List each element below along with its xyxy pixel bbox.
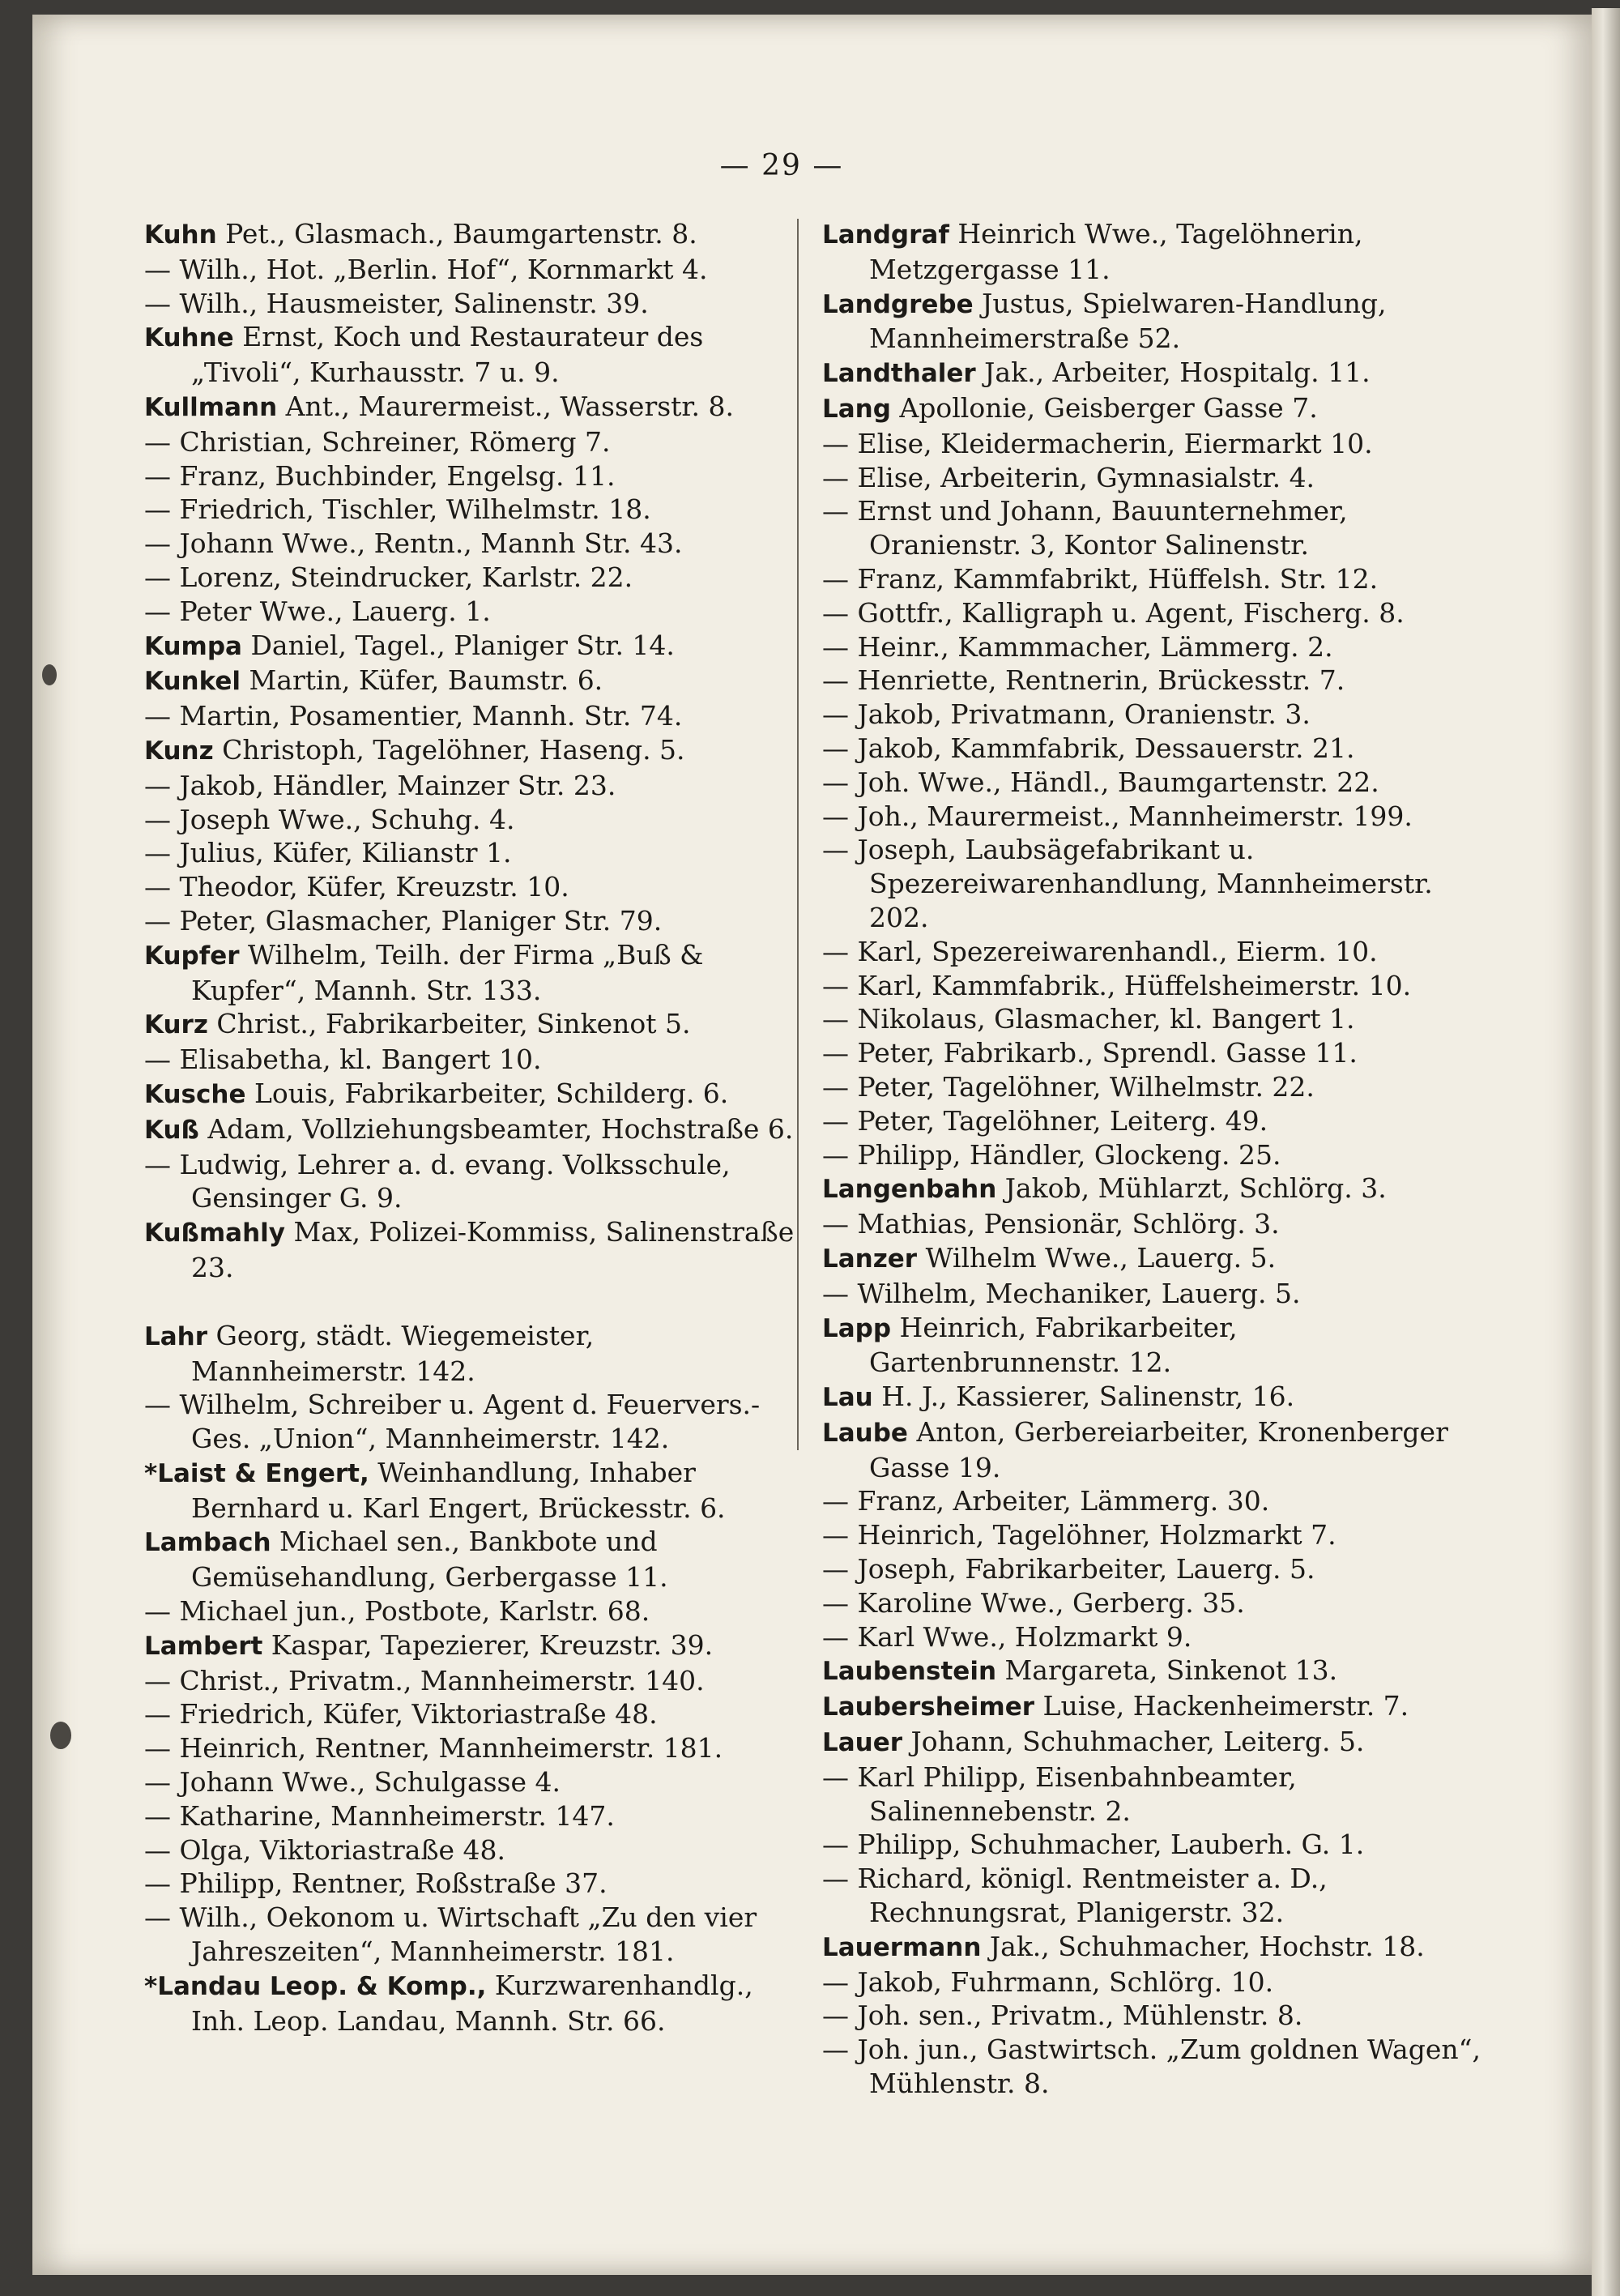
directory-entry: [144, 527, 799, 561]
entry-text: — Heinr., Kammmacher, Lämmerg. 2.: [822, 630, 1333, 663]
directory-entry: [822, 969, 1482, 1003]
entry-surname: Lambach: [144, 1528, 271, 1558]
directory-entry: [144, 1043, 799, 1077]
entry-text: Anton, Gerbereiarbeiter, Kronenberger Gasse 19.: [869, 1415, 1448, 1483]
entry-surname: Kumpa: [144, 631, 242, 661]
entry-text: — Christian, Schreiner, Römerg 7.: [144, 425, 611, 458]
entry-text: Ernst, Koch und Restaurateur des „Tivoli“, Kurhausstr. 7 u. 9.: [191, 321, 704, 389]
entry-text: — Karl, Spezereiwarenhandl., Eierm. 10.: [822, 935, 1378, 967]
directory-entry: [144, 1594, 799, 1628]
entry-text: — Elisabetha, kl. Bangert 10.: [144, 1043, 542, 1076]
directory-entry: [822, 1552, 1482, 1586]
directory-entry: [822, 1760, 1482, 1829]
directory-entry: [144, 1148, 799, 1216]
entry-text: — Peter Wwe., Lauerg. 1.: [144, 595, 491, 627]
entry-surname: *Landau Leop. & Komp.,: [144, 1971, 487, 2001]
directory-entry: [822, 494, 1482, 562]
entry-text: — Friedrich, Tischler, Wilhelmstr. 18.: [144, 493, 651, 526]
entry-text: Michael sen., Bankbote und Gemüsehandlung, Gerbergasse 11.: [191, 1526, 668, 1594]
directory-entry: [822, 732, 1482, 766]
directory-entry: [144, 1697, 799, 1731]
directory-entry: [144, 733, 799, 769]
directory-entry: [822, 217, 1482, 287]
directory-entry: [144, 1525, 799, 1594]
entry-text: — Peter, Tagelöhner, Wilhelmstr. 22.: [822, 1070, 1315, 1103]
entry-text: — Karl, Kammfabrik., Hüffelsheimerstr. 10.: [822, 969, 1412, 1001]
directory-entry: [144, 1969, 799, 2038]
entry-surname: Lapp: [822, 1313, 892, 1343]
directory-entry: [144, 253, 799, 287]
entry-surname: Lahr: [144, 1321, 208, 1351]
entry-surname: Lauer: [822, 1728, 903, 1758]
entry-text: H. J., Kassierer, Salinenstr, 16.: [872, 1381, 1295, 1413]
directory-entry: [822, 1586, 1482, 1620]
directory-entry: [144, 1799, 799, 1833]
entry-surname: Laubenstein: [822, 1657, 997, 1687]
directory-entry: [822, 1689, 1482, 1725]
directory-entry: [822, 1930, 1482, 1965]
entry-text: — Richard, königl. Rentmeister a. D., Rechnungsrat, Planigerstr. 32.: [822, 1863, 1328, 1929]
directory-entry: [144, 1664, 799, 1698]
entry-surname: Kupfer: [144, 941, 240, 971]
entry-text: — Karl Wwe., Holzmarkt 9.: [822, 1620, 1192, 1653]
entry-text: — Martin, Posamentier, Mannh. Str. 74.: [144, 700, 683, 732]
entry-text: Christoph, Tagelöhner, Haseng. 5.: [213, 733, 685, 766]
directory-entry: [144, 1215, 799, 1285]
entry-text: — Ludwig, Lehrer a. d. evang. Volksschule, Gensinger G. 9.: [144, 1148, 731, 1214]
binding-hole-mark: [42, 664, 57, 685]
entry-text: — Nikolaus, Glasmacher, kl. Bangert 1.: [822, 1003, 1355, 1035]
right-column: [822, 217, 1482, 2101]
entry-text: — Katharine, Mannheimerstr. 147.: [144, 1799, 615, 1832]
entry-text: Max, Polizei-Kommiss, Salinenstraße 23.: [191, 1216, 795, 1283]
entry-surname: Lauermann: [822, 1932, 982, 1962]
directory-entry: [822, 1620, 1482, 1654]
entry-text: — Jakob, Fuhrmann, Schlörg. 10.: [822, 1965, 1274, 1998]
directory-entry: [144, 664, 799, 699]
directory-entry: [144, 699, 799, 733]
entry-text: Kurzwarenhandlg., Inh. Leop. Landau, Mannh. Str. 66.: [191, 1969, 753, 2037]
entry-text: — Theodor, Küfer, Kreuzstr. 10.: [144, 871, 569, 903]
directory-entry: [822, 1002, 1482, 1036]
entry-text: — Franz, Buchbinder, Engelsg. 11.: [144, 459, 616, 492]
directory-entry: [822, 1415, 1482, 1485]
entry-surname: Kußmahly: [144, 1218, 285, 1248]
directory-entry: [822, 1207, 1482, 1241]
entry-text: — Joh. jun., Gastwirtsch. „Zum goldnen Wagen“, Mühlenstr. 8.: [822, 2034, 1481, 2100]
entry-text: — Friedrich, Küfer, Viktoriastraße 48.: [144, 1698, 658, 1731]
entry-surname: Laubersheimer: [822, 1692, 1035, 1722]
directory-entry: [144, 1388, 799, 1456]
entry-text: — Heinrich, Tagelöhner, Holzmarkt 7.: [822, 1519, 1336, 1551]
entry-text: — Jakob, Privatmann, Oranienstr. 3.: [822, 698, 1311, 731]
entry-surname: Lang: [822, 394, 891, 424]
entry-text: — Philipp, Rentner, Roßstraße 37.: [144, 1867, 608, 1900]
entry-text: — Peter, Fabrikarb., Sprendl. Gasse 11.: [822, 1037, 1358, 1069]
directory-entry: [144, 870, 799, 904]
directory-entry: [822, 1138, 1482, 1172]
entry-surname: Landthaler: [822, 359, 976, 389]
directory-entry: [144, 1765, 799, 1799]
directory-entry: [144, 629, 799, 664]
directory-entry: [822, 356, 1482, 391]
directory-entry: [144, 390, 799, 425]
entry-text: — Franz, Kammfabrikt, Hüffelsh. Str. 12.: [822, 562, 1379, 595]
entry-text: — Mathias, Pensionär, Schlörg. 3.: [822, 1208, 1280, 1240]
entry-text: Luise, Hackenheimerstr. 7.: [1034, 1690, 1409, 1722]
entry-text: — Peter, Glasmacher, Planiger Str. 79.: [144, 904, 663, 937]
directory-entry: [144, 769, 799, 803]
entry-text: — Gottfr., Kalligraph u. Agent, Fischerg. 8.: [822, 596, 1405, 629]
entry-surname: Lambert: [144, 1631, 263, 1661]
entry-text: — Joh., Maurermeist., Mannheimerstr. 199.: [822, 800, 1413, 832]
entry-text: — Heinrich, Rentner, Mannheimerstr. 181.: [144, 1732, 723, 1765]
entry-text: — Christ., Privatm., Mannheimerstr. 140.: [144, 1664, 705, 1696]
directory-entry: [822, 1380, 1482, 1415]
directory-entry: [144, 459, 799, 493]
entry-text: — Karoline Wwe., Gerberg. 35.: [822, 1586, 1245, 1619]
entry-text: — Jakob, Kammfabrik, Dessauerstr. 21.: [822, 732, 1355, 764]
binding-hole-mark: [50, 1722, 71, 1749]
directory-entry: [822, 1241, 1482, 1277]
directory-entry: [822, 1171, 1482, 1207]
directory-entry: [822, 1965, 1482, 1999]
entry-surname: Lau: [822, 1383, 873, 1413]
entry-text: — Henriette, Rentnerin, Brückesstr. 7.: [822, 664, 1345, 697]
directory-entry: [822, 800, 1482, 834]
entry-text: Margareta, Sinkenot 13.: [996, 1654, 1338, 1687]
directory-entry: [822, 630, 1482, 664]
entry-text: — Olga, Viktoriastraße 48.: [144, 1833, 505, 1866]
entry-text: — Elise, Kleidermacherin, Eiermarkt 10.: [822, 427, 1373, 459]
entry-text: — Franz, Arbeiter, Lämmerg. 30.: [822, 1485, 1270, 1517]
entry-surname: *Laist & Engert,: [144, 1458, 369, 1488]
section-gap: [144, 1285, 799, 1319]
entry-surname: Langenbahn: [822, 1175, 997, 1205]
directory-entry: [822, 562, 1482, 596]
directory-entry: [822, 427, 1482, 461]
entry-text: — Philipp, Händler, Glockeng. 25.: [822, 1138, 1281, 1171]
directory-entry: [822, 1036, 1482, 1070]
directory-entry: [144, 938, 799, 1008]
directory-entry: [144, 493, 799, 527]
entry-text: Daniel, Tagel., Planiger Str. 14.: [241, 629, 675, 661]
directory-entry: [144, 595, 799, 629]
entry-text: Wilhelm, Teilh. der Firma „Buß & Kupfer“, Mannh. Str. 133.: [191, 938, 704, 1006]
entry-text: Wilhelm Wwe., Lauerg. 5.: [917, 1241, 1277, 1274]
entry-text: Jak., Arbeiter, Hospitalg. 11.: [975, 356, 1371, 389]
entry-text: Georg, städt. Wiegemeister, Mannheimerstr. 142.: [191, 1319, 595, 1387]
directory-entry: [144, 1901, 799, 1969]
directory-entry: [822, 1725, 1482, 1760]
directory-entry: [144, 836, 799, 870]
entry-text: Jakob, Mühlarzt, Schlörg. 3.: [996, 1172, 1387, 1205]
directory-entry: [822, 766, 1482, 800]
entry-text: Heinrich, Fabrikarbeiter, Gartenbrunnenstr. 12.: [869, 1311, 1238, 1379]
directory-entry: [822, 935, 1482, 969]
entry-text: — Joseph, Laubsägefabrikant u. Spezereiwarenhandlung, Mannheimerstr. 202.: [822, 834, 1433, 933]
directory-entry: [822, 1654, 1482, 1689]
entry-text: — Julius, Küfer, Kilianstr 1.: [144, 837, 512, 869]
directory-entry: [144, 320, 799, 390]
directory-entry: [822, 664, 1482, 698]
entry-surname: Kuhne: [144, 323, 234, 353]
entry-text: Louis, Fabrikarbeiter, Schilderg. 6.: [245, 1077, 729, 1109]
directory-entry: [822, 2033, 1482, 2101]
entry-surname: Kuß: [144, 1115, 199, 1145]
directory-entry: [822, 1999, 1482, 2033]
entry-text: Jak., Schuhmacher, Hochstr. 18.: [981, 1930, 1425, 1962]
directory-entry: [822, 461, 1482, 495]
directory-entry: [144, 425, 799, 459]
entry-text: Justus, Spielwaren-Handlung, Mannheimerstraße 52.: [869, 287, 1387, 355]
entry-text: Martin, Küfer, Baumstr. 6.: [241, 664, 603, 697]
entry-text: — Philipp, Schuhmacher, Lauberh. G. 1.: [822, 1829, 1365, 1861]
entry-surname: Kuhn: [144, 220, 217, 250]
directory-entry: [822, 1518, 1482, 1552]
directory-entry: [144, 1456, 799, 1526]
entry-text: — Johann Wwe., Rentn., Mannh Str. 43.: [144, 527, 683, 560]
left-column: [144, 217, 799, 2038]
entry-text: — Wilhelm, Mechaniker, Lauerg. 5.: [822, 1277, 1301, 1309]
entry-text: Kaspar, Tapezierer, Kreuzstr. 39.: [262, 1628, 714, 1661]
entry-text: — Ernst und Johann, Bauunternehmer, Oranienstr. 3, Kontor Salinenstr.: [822, 495, 1348, 561]
entry-text: — Lorenz, Steindrucker, Karlstr. 22.: [144, 561, 633, 593]
directory-entry: [822, 1311, 1482, 1381]
entry-text: Apollonie, Geisberger Gasse 7.: [890, 391, 1318, 424]
entry-text: Adam, Vollziehungsbeamter, Hochstraße 6.: [198, 1112, 794, 1145]
directory-entry: [144, 803, 799, 837]
entry-surname: Kusche: [144, 1079, 246, 1109]
entry-surname: Kurz: [144, 1010, 208, 1040]
entry-text: — Joh. Wwe., Händl., Baumgartenstr. 22.: [822, 766, 1379, 798]
entry-surname: Kunz: [144, 736, 214, 766]
entry-text: — Karl Philipp, Eisenbahnbeamter, Salinennebenstr. 2.: [822, 1760, 1297, 1827]
directory-entry: [144, 561, 799, 595]
entry-text: Pet., Glasmach., Baumgartenstr. 8.: [216, 218, 697, 250]
directory-entry: [144, 1112, 799, 1148]
entry-text: Heinrich Wwe., Tagelöhnerin, Metzgergasse 11.: [869, 218, 1363, 285]
entry-surname: Laube: [822, 1418, 908, 1448]
directory-entry: [822, 1277, 1482, 1311]
entry-text: — Joh. sen., Privatm., Mühlenstr. 8.: [822, 1999, 1303, 2032]
entry-text: — Jakob, Händler, Mainzer Str. 23.: [144, 769, 616, 801]
directory-entry: [822, 1070, 1482, 1104]
entry-text: — Peter, Tagelöhner, Leiterg. 49.: [822, 1104, 1268, 1137]
directory-entry: [144, 1007, 799, 1043]
directory-entry: [144, 1077, 799, 1112]
directory-entry: [822, 1484, 1482, 1518]
entry-text: Ant., Maurermeist., Wasserstr. 8.: [277, 390, 735, 422]
entry-surname: Kullmann: [144, 392, 278, 422]
entry-text: — Wilh., Hot. „Berlin. Hof“, Kornmarkt 4.: [144, 253, 708, 285]
entry-text: — Elise, Arbeiterin, Gymnasialstr. 4.: [822, 461, 1315, 493]
directory-entry: [822, 1862, 1482, 1930]
directory-entry: [822, 1104, 1482, 1138]
directory-entry: [822, 698, 1482, 732]
directory-entry: [144, 1833, 799, 1867]
page-edge: [1592, 8, 1620, 2296]
entry-text: Christ., Fabrikarbeiter, Sinkenot 5.: [207, 1008, 691, 1040]
entry-text: — Michael jun., Postbote, Karlstr. 68.: [144, 1595, 650, 1628]
entry-surname: Lanzer: [822, 1244, 918, 1274]
entry-surname: Landgraf: [822, 220, 949, 250]
entry-text: — Wilhelm, Schreiber u. Agent d. Feuervers.-Ges. „Union“, Mannheimerstr. 142.: [144, 1389, 761, 1455]
directory-entry: [144, 1628, 799, 1664]
entry-text: — Joseph, Fabrikarbeiter, Lauerg. 5.: [822, 1553, 1315, 1585]
directory-entry: [822, 1828, 1482, 1862]
entry-surname: Landgrebe: [822, 289, 974, 319]
directory-entry: [144, 287, 799, 321]
entry-surname: Kunkel: [144, 667, 241, 697]
directory-entry: [822, 287, 1482, 356]
entry-text: — Wilh., Hausmeister, Salinenstr. 39.: [144, 287, 649, 319]
directory-entry: [144, 1867, 799, 1901]
entry-text: — Johann Wwe., Schulgasse 4.: [144, 1766, 561, 1799]
directory-entry: [822, 833, 1482, 934]
directory-entry: [144, 1319, 799, 1389]
directory-entry: [144, 1731, 799, 1765]
entry-text: Weinhandlung, Inhaber Bernhard u. Karl Engert, Brückesstr. 6.: [191, 1456, 726, 1524]
page-number: — 29 —: [719, 149, 844, 182]
directory-entry: [822, 391, 1482, 427]
directory-entry: [822, 596, 1482, 630]
directory-entry: [144, 904, 799, 938]
directory-entry: [144, 217, 799, 253]
entry-text: — Wilh., Oekonom u. Wirtschaft „Zu den vier Jahreszeiten“, Mannheimerstr. 181.: [144, 1901, 757, 1968]
entry-text: Johann, Schuhmacher, Leiterg. 5.: [902, 1726, 1365, 1758]
entry-text: — Joseph Wwe., Schuhg. 4.: [144, 803, 515, 835]
